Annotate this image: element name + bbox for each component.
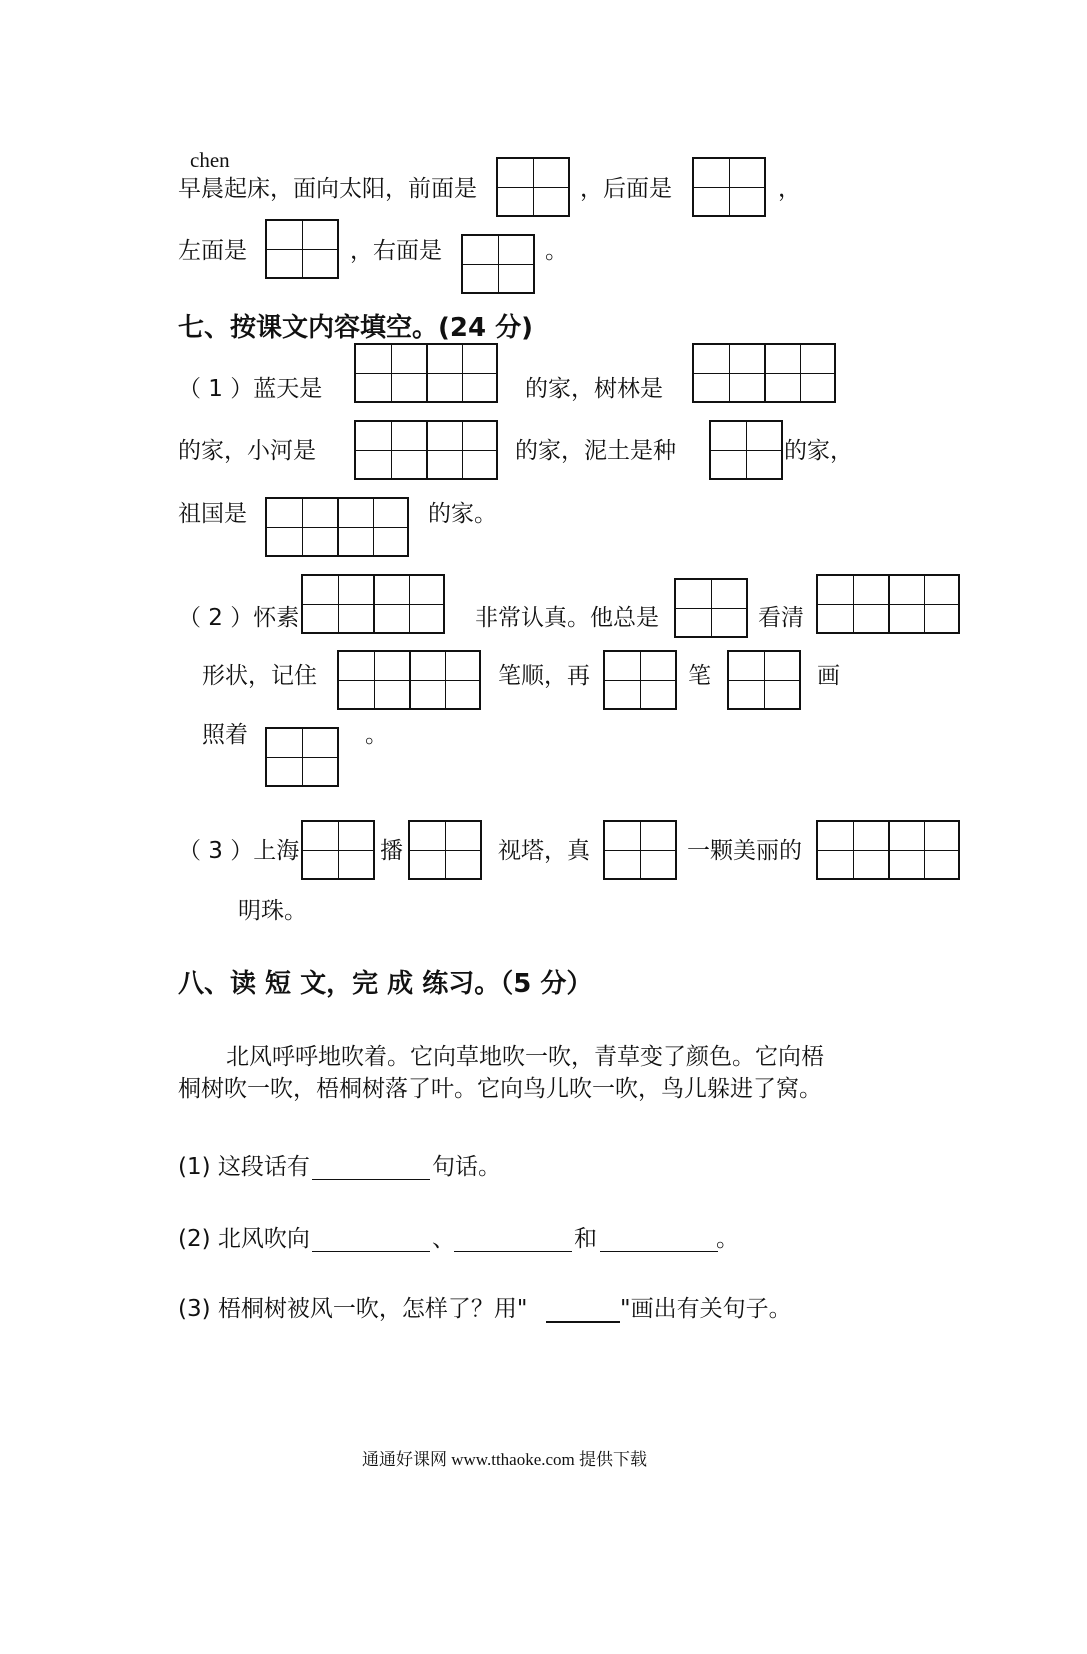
s6-box-left[interactable] <box>265 219 339 279</box>
s8-passage-line1: 北风呼呼地吹着。它向草地吹一吹，青草变了颜色。它向梧 <box>226 1044 824 1070</box>
s7-q1-box-4[interactable] <box>709 420 783 480</box>
s7-q2-text-e: 笔顺，再 <box>498 663 590 689</box>
tianzige-cell[interactable] <box>818 576 888 632</box>
s7-q1-text-a: （ 1 ）蓝天是 <box>178 376 323 402</box>
tianzige-cell[interactable] <box>694 345 764 401</box>
tianzige-cell[interactable] <box>694 159 764 215</box>
s7-q2-text-i: 。 <box>365 722 388 748</box>
s6-line2-text-c: 。 <box>545 238 568 264</box>
s8-q2-end: 。 <box>716 1226 739 1252</box>
s7-q3-text-a: （ 3 ）上海 <box>178 838 300 864</box>
s7-q1-text-f: 祖国是 <box>178 501 247 527</box>
s8-q3-text-a: (3) 梧桐树被风一吹，怎样了？用" <box>178 1296 528 1322</box>
s7-q3-text-e: 明珠。 <box>238 898 307 924</box>
s6-box-front[interactable] <box>496 157 570 217</box>
s7-q1-box-2[interactable] <box>692 343 836 403</box>
s7-q2-text-c: 看清 <box>758 605 804 631</box>
tianzige-cell[interactable] <box>303 822 373 878</box>
s7-q2-box-5[interactable] <box>603 650 677 710</box>
tianzige-cell[interactable] <box>426 422 496 478</box>
s7-q3-box-2[interactable] <box>408 820 482 880</box>
s8-passage-line2: 桐树吹一吹，梧桐树落了叶。它向鸟儿吹一吹，鸟儿躲进了窝。 <box>178 1076 822 1102</box>
tianzige-cell[interactable] <box>711 422 781 478</box>
s7-q2-box-2[interactable] <box>674 578 748 638</box>
s8-q2-blank-2[interactable] <box>454 1251 572 1252</box>
tianzige-cell[interactable] <box>764 345 834 401</box>
s7-q2-text-a: （ 2 ）怀素 <box>178 605 300 631</box>
section7-heading: 七、按课文内容填空。(24 分) <box>178 313 533 343</box>
s6-box-back[interactable] <box>692 157 766 217</box>
tianzige-cell[interactable] <box>356 422 426 478</box>
s7-q3-box-4[interactable] <box>816 820 960 880</box>
tianzige-cell[interactable] <box>356 345 426 401</box>
s6-box-right[interactable] <box>461 234 535 294</box>
tianzige-cell[interactable] <box>729 652 799 708</box>
s6-line2-text-a: 左面是 <box>178 238 247 264</box>
s7-q1-box-5[interactable] <box>265 497 409 557</box>
pinyin-chen: chen <box>190 148 230 172</box>
s7-q3-box-3[interactable] <box>603 820 677 880</box>
s8-q2-text-a: (2) 北风吹向 <box>178 1226 310 1252</box>
tianzige-cell[interactable] <box>409 652 479 708</box>
s7-q2-box-1[interactable] <box>301 574 445 634</box>
s7-q3-text-d: 一颗美丽的 <box>687 838 802 864</box>
tianzige-cell[interactable] <box>303 576 373 632</box>
s6-line2-text-b: ，右面是 <box>350 238 442 264</box>
s7-q1-text-c: 的家，小河是 <box>178 438 316 464</box>
tianzige-cell[interactable] <box>463 236 533 292</box>
tianzige-cell[interactable] <box>426 345 496 401</box>
s7-q2-box-7[interactable] <box>265 727 339 787</box>
tianzige-cell[interactable] <box>267 729 337 785</box>
s7-q1-text-b: 的家，树林是 <box>525 376 663 402</box>
s7-q2-box-4[interactable] <box>337 650 481 710</box>
s6-line1-text-b: ，后面是 <box>580 176 672 202</box>
s8-q1-blank[interactable] <box>312 1179 430 1180</box>
tianzige-cell[interactable] <box>605 652 675 708</box>
s7-q2-text-g: 画 <box>817 663 840 689</box>
s7-q3-text-b: 播 <box>380 838 403 864</box>
s7-q2-box-3[interactable] <box>816 574 960 634</box>
s8-q1-text-a: (1) 这段话有 <box>178 1154 310 1180</box>
s7-q2-text-f: 笔 <box>688 663 711 689</box>
s7-q1-box-1[interactable] <box>354 343 498 403</box>
s7-q1-box-3[interactable] <box>354 420 498 480</box>
s7-q2-text-b: 非常认真。他总是 <box>475 605 659 631</box>
tianzige-cell[interactable] <box>676 580 746 636</box>
s7-q3-text-c: 视塔，真 <box>498 838 590 864</box>
tianzige-cell[interactable] <box>888 576 958 632</box>
s6-line1-text-a: 早晨起床，面向太阳，前面是 <box>178 176 477 202</box>
tianzige-cell[interactable] <box>818 822 888 878</box>
s7-q1-text-d: 的家，泥土是种 <box>515 438 676 464</box>
s7-q2-box-6[interactable] <box>727 650 801 710</box>
tianzige-cell[interactable] <box>267 221 337 277</box>
s7-q2-text-d: 形状，记住 <box>202 663 317 689</box>
s7-q1-text-e: 的家， <box>784 438 853 464</box>
s8-q1-text-b: 句话。 <box>432 1154 501 1180</box>
tianzige-cell[interactable] <box>410 822 480 878</box>
s8-q2-blank-3[interactable] <box>600 1251 718 1252</box>
tianzige-cell[interactable] <box>373 576 443 632</box>
s7-q2-text-h: 照着 <box>202 722 248 748</box>
section8-heading: 八、读 短 文，完 成 练习。（5 分） <box>178 969 593 999</box>
s8-q3-text-b: "画出有关句子。 <box>620 1296 792 1322</box>
footer-credit: 通通好课网 www.tthaoke.com 提供下载 <box>362 1450 648 1469</box>
s7-q1-text-g: 的家。 <box>428 501 497 527</box>
s8-q2-blank-1[interactable] <box>312 1251 430 1252</box>
tianzige-cell[interactable] <box>337 499 407 555</box>
tianzige-cell[interactable] <box>888 822 958 878</box>
s7-q3-box-1[interactable] <box>301 820 375 880</box>
s8-q2-sep2: 和 <box>574 1226 597 1252</box>
tianzige-cell[interactable] <box>498 159 568 215</box>
tianzige-cell[interactable] <box>605 822 675 878</box>
tianzige-cell[interactable] <box>267 499 337 555</box>
s6-line1-text-c: ， <box>778 176 801 202</box>
tianzige-cell[interactable] <box>339 652 409 708</box>
s8-q3-underline-sample <box>546 1321 620 1323</box>
s8-q2-sep1: 、 <box>432 1226 455 1252</box>
